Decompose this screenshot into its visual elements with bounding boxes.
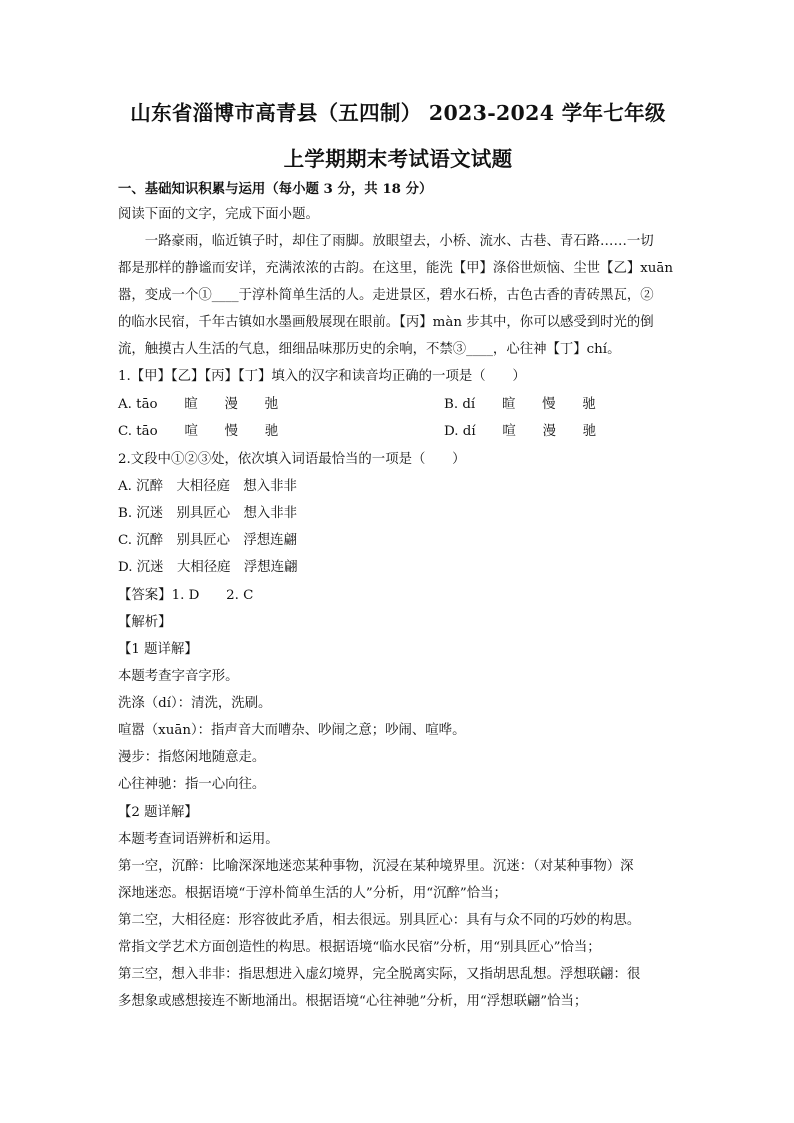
detail-2-line: 第一空，沉醉：比喻深深地迷恋某种事物，沉浸在某种境界里。沉迷：（对某种事物）深 [118, 859, 634, 874]
answer-line [118, 587, 253, 605]
section-heading: 一、基础知识积累与运用（每小题 3 分，共 18 分） [118, 181, 433, 197]
question-1-option-a: A. tāo 暄 漫 弛 [118, 397, 279, 412]
question-1-option-d: D. dí 喧 漫 驰 [444, 424, 597, 439]
passage-line: 都是那样的静谧而安详，充满浓浓的古韵。在这里，能洗【甲】涤俗世烦恼、尘世【乙】xuān [118, 261, 674, 276]
question-2-option-d: D. 沉迷 大相径庭 浮想连翩 [118, 560, 298, 575]
passage-line: 流，触摸古人生活的气息，细细品味那历史的余响，不禁③____，心往神【丁】chí。 [118, 342, 621, 357]
detail-2-line: 本题考查词语辨析和运用。 [118, 832, 279, 847]
document-title-line1: 山东省淄博市高青县（五四制） 2023-2024 学年七年级 [130, 101, 666, 125]
question-2-stem: 2.文段中①②③处，依次填入词语最恰当的一项是（ ） [118, 452, 466, 467]
reading-instruction: 阅读下面的文字，完成下面小题。 [118, 207, 319, 222]
detail-1-line: 心往神驰：指一心向往。 [118, 777, 266, 792]
detail-2-line: 第二空，大相径庭：形容彼此矛盾，相去很远。别具匠心：具有与众不同的巧妙的构思。 [118, 913, 641, 928]
passage-line: 嚣，变成一个①____于淳朴简单生活的人。走进景区，碧水石桥，古色古香的青砖黑瓦，② [118, 288, 654, 303]
question-1-option-c: C. tāo 喧 慢 驰 [118, 424, 279, 439]
detail-1-line: 洗涤（dí）：清洗，洗刷。 [118, 696, 272, 711]
question-2-option-b: B. 沉迷 别具匠心 想入非非 [118, 506, 298, 521]
question-2-option-c: C. 沉醉 别具匠心 浮想连翩 [118, 533, 297, 548]
question-1-option-b: B. dí 暄 慢 驰 [444, 397, 596, 412]
document-title-line2: 上学期期末考试语文试题 [283, 147, 513, 171]
answer-label: 【答案】 [118, 588, 172, 603]
detail-2-heading: 【2 题详解】 [118, 805, 198, 820]
detail-1-line: 喧嚣（xuān）：指声音大而嘈杂、吵闹之意；吵闹、喧哗。 [118, 723, 466, 738]
analysis-label: 【解析】 [118, 615, 172, 630]
detail-1-heading: 【1 题详解】 [118, 642, 198, 657]
detail-1-line: 本题考查字音字形。 [118, 669, 239, 684]
passage-line: 的临水民宿，千年古镇如水墨画般展现在眼前。【丙】màn 步其中，你可以感受到时光的倒 [118, 315, 654, 330]
detail-1-line: 漫步：指悠闲地随意走。 [118, 750, 266, 765]
question-2-option-a: A. 沉醉 大相径庭 想入非非 [118, 479, 297, 494]
detail-2-line: 第三空，想入非非：指思想进入虚幻境界，完全脱离实际，又指胡思乱想。浮想联翩：很 [118, 967, 641, 982]
detail-2-line: 多想象或感想接连不断地涌出。根据语境“心往神驰”分析，用“浮想联翩”恰当； [118, 994, 588, 1009]
detail-2-line: 深地迷恋。根据语境“于淳朴简单生活的人”分析，用“沉醉”恰当； [118, 886, 507, 901]
detail-2-line: 常指文学艺术方面创造性的构思。根据语境“临水民宿”分析，用“别具匠心”恰当； [118, 940, 601, 955]
question-1-stem: 1.【甲】【乙】【丙】【丁】填入的汉字和读音均正确的一项是（ ） [118, 369, 526, 384]
passage-line: 一路豪雨，临近镇子时，却住了雨脚。放眼望去，小桥、流水、古巷、青石路……一切 [118, 234, 654, 249]
answer-value: 1. D 2. C [171, 588, 254, 603]
